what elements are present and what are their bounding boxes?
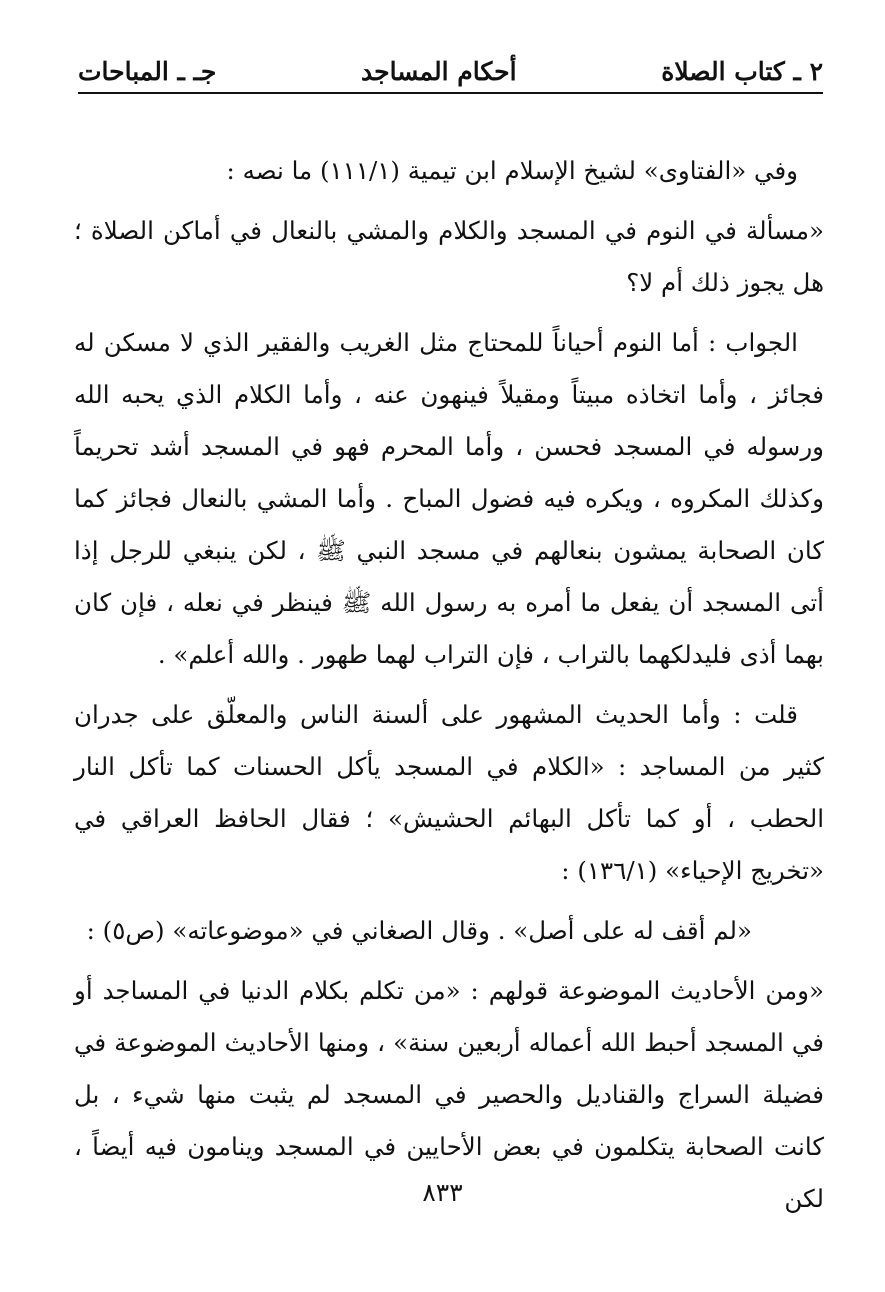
main-text	[74, 145, 824, 1233]
paragraph-quote: «لم أقف له على أصل» . وقال الصغاني في «موضوعاته» (ص٥) :	[86, 916, 752, 945]
running-header	[78, 50, 823, 94]
header-chapter: ٢ ـ كتاب الصلاة	[661, 56, 823, 86]
page-number: ٨٣٣	[422, 1178, 463, 1207]
paragraph-intro: وفي «الفتاوى» لشيخ الإسلام ابن تيمية (١١١/١) ما نصه :	[226, 156, 798, 185]
paragraph-answer: الجواب : أما النوم أحياناً للمحتاج مثل الغريب والفقير الذي لا مسكن له فجائز ، وأما اتخاذه مبيتاً ومقيلاً فينهون عنه ، وأما الكلام الذي يحبه الله ورسوله في المسجد فحسن ، وأما المحرم فهو في المسجد أشد تحريماً وكذلك المكروه ، ويكره فيه فضول المباح . وأما المشي بالنعال فجائز كما كان الصحابة يمشون بنعالهم في مسجد النبي ﷺ ، لكن ينبغي للرجل إذا أتى المسجد أن يفعل ما أمره به رسول الله ﷺ فينظر في نعله ، فإن كان بهما أذى فليدلكهما بالتراب ، فإن التراب لهما طهور . والله أعلم» .	[74, 328, 824, 669]
header-subsection: جـ ـ المباحات	[78, 56, 217, 86]
paragraph-fabricated-hadith: «ومن الأحاديث الموضوعة قولهم : «من تكلم بكلام الدنيا في المساجد أو في المسجد أحبط الله أعماله أربعين سنة» ، ومنها الأحاديث الموضوعة في فضيلة السراج والقناديل والحصير في المسجد لم يثبت منها شيء ، بل كانت الصحابة يتكلمون في بعض الأحايين في المسجد وينامون فيه أيضاً ، لكن	[74, 976, 824, 1213]
paragraph-comment: قلت : وأما الحديث المشهور على ألسنة الناس والمعلّق على جدران كثير من المساجد : «الكلام في المسجد يأكل الحسنات كما تأكل النار الحطب ، أو كما تأكل البهائم الحشيش» ؛ فقال الحافظ العراقي في «تخريج الإحياء» (١٣٦/١) :	[74, 700, 824, 885]
paragraph-question: «مسألة في النوم في المسجد والكلام والمشي بالنعال في أماكن الصلاة ؛ هل يجوز ذلك أم لا؟	[74, 216, 824, 297]
header-section-title: أحكام المساجد	[361, 56, 517, 86]
